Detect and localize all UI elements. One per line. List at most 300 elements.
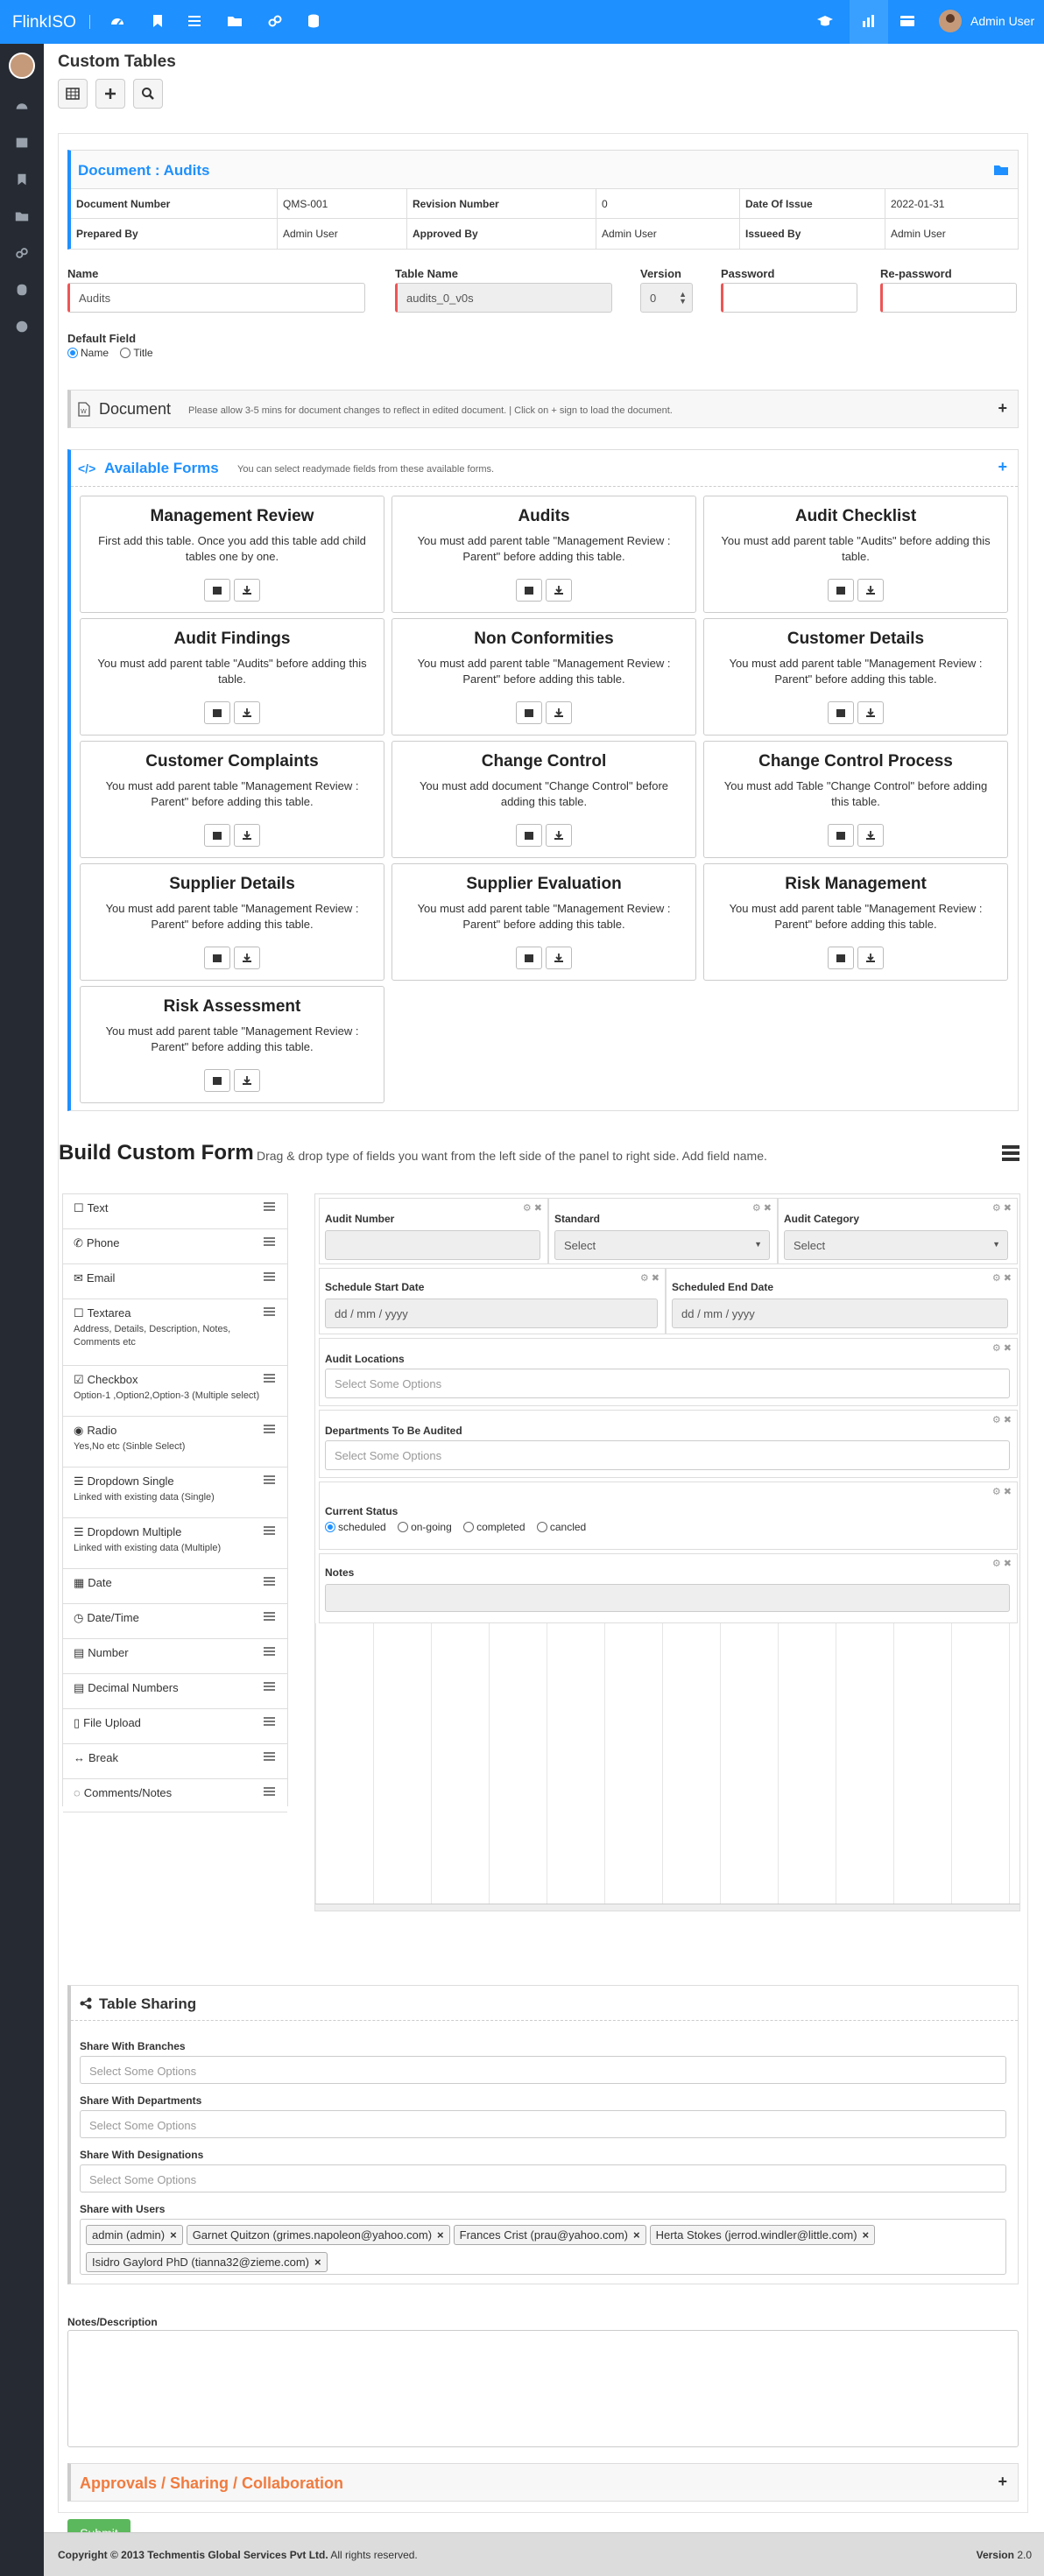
field-type-datetime[interactable] — [63, 1604, 287, 1639]
share-departments-label: Share With Departments — [80, 2094, 202, 2107]
text-icon: ☐ — [74, 1201, 84, 1214]
dropdown-multiple-icon: ☰ — [74, 1525, 84, 1538]
field-controls-icon[interactable]: ⚙ ✖ — [751, 1203, 772, 1214]
view-form-button[interactable] — [516, 947, 542, 969]
form-card-title: Risk Management — [785, 875, 927, 893]
field-type-number[interactable] — [63, 1639, 287, 1674]
status-radio-cancled[interactable] — [537, 1522, 547, 1532]
field-type-label: Email — [86, 1271, 116, 1284]
form-card — [703, 618, 1008, 735]
download-icon — [242, 953, 252, 963]
current-status-options — [325, 1521, 586, 1533]
search-table-button[interactable] — [133, 79, 163, 109]
field-palette — [62, 1193, 288, 1806]
table-sharing-title: Table Sharing — [99, 1995, 197, 2012]
form-card — [392, 863, 696, 981]
approvals-title: Approvals / Sharing / Collaboration — [80, 2474, 344, 2492]
book-icon — [836, 953, 846, 963]
field-type-phone[interactable] — [63, 1229, 287, 1264]
book-icon — [212, 707, 222, 718]
book-icon — [212, 1075, 222, 1086]
notes-field-label: Notes — [325, 1566, 355, 1579]
form-card — [80, 986, 384, 1103]
user-chip[interactable] — [454, 2225, 646, 2245]
download-icon — [865, 585, 876, 595]
repassword-label: Re-password — [880, 267, 952, 280]
standard-select-value: Select — [564, 1239, 596, 1252]
date-of-issue-value: 2022-01-31 — [885, 189, 1019, 219]
download-form-button[interactable] — [857, 701, 884, 724]
field-type-date[interactable] — [63, 1569, 287, 1604]
approved-by-label: Approved By — [413, 228, 478, 240]
graduation-cap-icon[interactable] — [816, 12, 834, 30]
form-card-title: Audits — [518, 507, 570, 525]
view-form-button[interactable] — [204, 701, 230, 724]
build-form-note: Drag & drop type of fields you want from the left side of the panel to right side. Add field name. — [257, 1149, 767, 1163]
main-content — [44, 44, 1044, 2532]
download-icon — [242, 707, 252, 718]
approvals-panel[interactable] — [67, 2463, 1019, 2502]
sidebar-pie-icon[interactable] — [14, 319, 30, 334]
departments-label: Departments To Be Audited — [325, 1425, 462, 1437]
start-date-field[interactable] — [319, 1268, 666, 1334]
field-controls-icon[interactable]: ⚙ ✖ — [991, 1273, 1012, 1284]
field-controls-icon[interactable]: ⚙ ✖ — [991, 1487, 1012, 1497]
datetime-icon: ◷ — [74, 1611, 84, 1624]
view-form-button[interactable] — [516, 579, 542, 602]
form-card-description: You must add parent table "Management Review : Parent" before adding this table. — [729, 902, 983, 931]
field-type-label: Date — [88, 1576, 112, 1589]
notes-description-label: Notes/Description — [67, 2316, 158, 2328]
bookmark-icon[interactable] — [149, 12, 166, 30]
status-ongoing-label: on-going — [411, 1521, 452, 1533]
status-radio-ongoing[interactable] — [398, 1522, 408, 1532]
form-card-description: First add this table. Once you add this table add child tables one by one. — [98, 534, 366, 563]
form-card-actions — [392, 947, 695, 969]
field-controls-icon[interactable]: ⚙ ✖ — [991, 1559, 1012, 1569]
email-icon: ✉ — [74, 1271, 83, 1284]
page-title: Custom Tables — [58, 53, 176, 71]
user-chip-label: Garnet Quitzon (grimes.napoleon@yahoo.com) — [192, 2228, 433, 2242]
issued-by-label: Issueed By — [745, 228, 801, 240]
available-forms-expand-icon[interactable]: + — [998, 458, 1007, 475]
code-icon: </> — [78, 461, 96, 475]
user-chip-label: admin (admin) — [92, 2228, 166, 2242]
audit-locations-field[interactable] — [319, 1338, 1018, 1406]
form-card-actions — [704, 579, 1007, 602]
form-card-title: Audit Checklist — [794, 507, 917, 525]
available-forms-note: You can select readymade fields from these available forms. — [237, 464, 495, 475]
form-card-title: Change Control — [481, 752, 607, 771]
field-type-label: Phone — [86, 1236, 120, 1249]
brand-divider — [89, 15, 90, 29]
available-forms-header — [71, 450, 1018, 487]
form-card — [392, 618, 696, 735]
default-field-label: Default Field — [67, 332, 137, 345]
field-type-hint: Address, Details, Description, Notes, Comments etc — [74, 1324, 231, 1348]
form-card-actions — [704, 701, 1007, 724]
radio-title-label: Title — [133, 347, 153, 359]
book-icon — [836, 830, 846, 841]
download-form-button[interactable] — [546, 824, 572, 847]
add-table-button[interactable] — [95, 79, 125, 109]
field-controls-icon[interactable]: ⚙ ✖ — [991, 1203, 1012, 1214]
remove-chip-icon[interactable]: × — [437, 2228, 444, 2242]
download-form-button[interactable] — [234, 579, 260, 602]
radio-title[interactable] — [120, 348, 130, 358]
document-info-title: Document : Audits — [78, 162, 210, 179]
field-type-label: Dropdown Multiple — [87, 1525, 182, 1538]
view-form-button[interactable] — [828, 824, 854, 847]
share-users-input[interactable] — [80, 2219, 1006, 2275]
version-label: Version — [640, 267, 681, 280]
start-date-label: Schedule Start Date — [325, 1281, 425, 1293]
user-chip[interactable] — [650, 2225, 876, 2245]
radio-name-label: Name — [81, 347, 109, 359]
sidebar-database-icon[interactable] — [14, 282, 30, 298]
drag-handle-icon[interactable] — [264, 1475, 275, 1484]
footer-version: 2.0 — [1017, 2549, 1032, 2561]
download-form-button[interactable] — [857, 947, 884, 969]
audit-locations-input[interactable]: Select Some Options — [325, 1369, 1010, 1398]
share-designations-label: Share With Designations — [80, 2149, 204, 2161]
version-value: 0 — [650, 292, 657, 305]
download-form-button[interactable] — [234, 701, 260, 724]
number-icon: ▤ — [74, 1646, 85, 1659]
notes-field[interactable] — [319, 1553, 1018, 1623]
field-type-label: Dropdown Single — [87, 1475, 174, 1488]
dashboard-icon[interactable] — [109, 12, 126, 30]
form-card-title: Customer Details — [787, 630, 925, 648]
drag-handle-icon[interactable] — [264, 1425, 275, 1433]
drag-handle-icon[interactable] — [264, 1374, 275, 1383]
field-type-label: Date/Time — [87, 1611, 139, 1624]
download-icon — [242, 1075, 252, 1086]
share-branches-label: Share With Branches — [80, 2040, 186, 2052]
audit-category-value: Select — [794, 1239, 826, 1252]
drag-handle-icon[interactable] — [264, 1717, 275, 1726]
audit-number-input[interactable] — [325, 1230, 540, 1260]
form-card-actions — [81, 1069, 384, 1092]
form-card-description: You must add parent table "Management Review : Parent" before adding this table. — [105, 779, 359, 808]
download-form-button[interactable] — [546, 947, 572, 969]
departments-input[interactable]: Select Some Options — [325, 1440, 1010, 1470]
download-form-button[interactable] — [234, 947, 260, 969]
current-status-label: Current Status — [325, 1505, 399, 1517]
footer-rights: All rights reserved. — [328, 2549, 418, 2561]
field-type-label: Number — [88, 1646, 129, 1659]
end-date-field[interactable] — [666, 1268, 1018, 1334]
download-icon — [554, 585, 564, 595]
end-date-input[interactable]: dd / mm / yyyy — [672, 1299, 1008, 1328]
download-form-button[interactable] — [546, 579, 572, 602]
download-icon — [554, 707, 564, 718]
book-icon — [212, 953, 222, 963]
form-canvas[interactable] — [314, 1193, 1020, 1911]
user-chip[interactable] — [86, 2252, 328, 2272]
revision-number-value: 0 — [596, 189, 740, 219]
radio-name[interactable] — [67, 348, 78, 358]
form-card-actions — [81, 824, 384, 847]
view-form-button[interactable] — [828, 579, 854, 602]
form-card-title: Change Control Process — [758, 752, 953, 771]
form-card-description: You must add Table "Change Control" before adding this table. — [723, 779, 988, 808]
remove-chip-icon[interactable]: × — [633, 2228, 640, 2242]
table-name-input[interactable]: audits_0_v0s — [395, 283, 612, 313]
dropdown-caret-icon: ▼ — [754, 1240, 762, 1249]
field-type-hint: Option-1 ,Option2,Option-3 (Multiple select) — [74, 1390, 260, 1401]
canvas-bottom-bar — [315, 1904, 1019, 1911]
current-status-field[interactable] — [319, 1482, 1018, 1550]
sidebar-table-icon[interactable] — [14, 135, 30, 151]
standard-field[interactable] — [548, 1198, 778, 1264]
form-card-actions — [392, 701, 695, 724]
view-form-button[interactable] — [204, 579, 230, 602]
audit-category-select[interactable] — [784, 1230, 1008, 1260]
brand-logo[interactable]: FlinkISO — [12, 13, 76, 32]
field-type-dropdown-single[interactable] — [63, 1467, 287, 1518]
break-icon: ↔ — [74, 1751, 85, 1764]
audit-category-field[interactable] — [778, 1198, 1018, 1264]
download-form-button[interactable] — [857, 579, 884, 602]
remove-chip-icon[interactable]: × — [862, 2228, 870, 2242]
view-form-button[interactable] — [204, 1069, 230, 1092]
drag-handle-icon[interactable] — [264, 1647, 275, 1656]
name-label: Name — [67, 267, 99, 280]
prepared-by-label: Prepared By — [76, 228, 138, 240]
book-icon — [836, 707, 846, 718]
default-field-options — [67, 347, 153, 359]
field-controls-icon[interactable]: ⚙ ✖ — [639, 1273, 660, 1284]
view-form-button[interactable] — [516, 824, 542, 847]
document-panel[interactable] — [67, 390, 1019, 428]
view-form-button[interactable] — [204, 824, 230, 847]
user-avatar[interactable] — [939, 10, 962, 32]
form-layout-icon[interactable] — [1001, 1144, 1020, 1162]
repassword-input[interactable] — [880, 283, 1017, 313]
share-icon — [80, 1997, 92, 2009]
form-container — [58, 133, 1028, 2513]
share-departments-input[interactable]: Select Some Options — [80, 2110, 1006, 2138]
book-icon — [212, 585, 222, 595]
password-label: Password — [721, 267, 775, 280]
folder-open-icon[interactable] — [993, 163, 1009, 177]
form-card-description: You must add parent table "Management Review : Parent" before adding this table. — [417, 534, 671, 563]
password-input[interactable] — [721, 283, 857, 313]
form-card-description: You must add parent table "Management Review : Parent" before adding this table. — [105, 1024, 359, 1053]
word-file-icon — [78, 402, 90, 417]
field-type-label: Decimal Numbers — [88, 1681, 179, 1694]
view-form-button[interactable] — [204, 947, 230, 969]
table-sharing-panel — [67, 1985, 1019, 2284]
user-chip-label: Isidro Gaylord PhD (tianna32@zieme.com) — [92, 2256, 310, 2269]
drag-handle-icon[interactable] — [264, 1272, 275, 1281]
standard-select[interactable] — [554, 1230, 770, 1260]
field-type-break[interactable] — [63, 1744, 287, 1779]
approvals-expand-icon[interactable]: + — [998, 2473, 1007, 2490]
field-type-file-upload[interactable] — [63, 1709, 287, 1744]
form-card-description: You must add document "Change Control" before adding this table. — [419, 779, 669, 808]
version-spinner-icon[interactable]: ▲ ▼ — [679, 290, 687, 306]
field-type-label: Break — [88, 1751, 118, 1764]
drag-handle-icon[interactable] — [264, 1307, 275, 1316]
field-type-hint: Linked with existing data (Single) — [74, 1492, 215, 1503]
drag-handle-icon[interactable] — [264, 1526, 275, 1535]
book-icon — [524, 585, 534, 595]
field-type-hint: Yes,No etc (Sinble Select) — [74, 1441, 186, 1452]
audit-locations-label: Audit Locations — [325, 1353, 405, 1365]
plus-icon — [103, 87, 117, 101]
audit-number-label: Audit Number — [325, 1213, 395, 1225]
download-form-button[interactable] — [234, 824, 260, 847]
standard-label: Standard — [554, 1213, 601, 1225]
user-name[interactable]: Admin User — [970, 14, 1035, 28]
svg-text:W: W — [81, 408, 87, 415]
revision-number-label: Revision Number — [413, 198, 499, 210]
book-icon — [836, 585, 846, 595]
status-scheduled-label: scheduled — [338, 1521, 386, 1533]
field-controls-icon[interactable]: ⚙ ✖ — [991, 1415, 1012, 1425]
download-icon — [554, 953, 564, 963]
approved-by-value: Admin User — [596, 219, 740, 249]
field-type-label: Comments/Notes — [83, 1786, 173, 1799]
form-card-description: You must add parent table "Management Review : Parent" before adding this table. — [417, 902, 671, 931]
notes-description-textarea[interactable] — [67, 2330, 1019, 2447]
date-icon: ▦ — [74, 1576, 85, 1589]
user-chip[interactable] — [86, 2225, 183, 2245]
table-name-label: Table Name — [395, 267, 459, 280]
view-form-button[interactable] — [828, 947, 854, 969]
download-form-button[interactable] — [234, 1069, 260, 1092]
footer — [44, 2532, 1044, 2576]
textarea-icon: ☐ — [74, 1306, 84, 1320]
status-radio-scheduled[interactable] — [325, 1522, 335, 1532]
notes-field-textarea[interactable] — [325, 1584, 1010, 1612]
footer-version-label: Version — [976, 2549, 1014, 2561]
field-type-email[interactable] — [63, 1264, 287, 1299]
field-type-textarea[interactable] — [63, 1299, 287, 1366]
sidebar-folder-icon[interactable] — [14, 208, 30, 224]
book-icon — [524, 707, 534, 718]
checkbox-icon: ☑ — [74, 1373, 84, 1386]
document-expand-icon[interactable]: + — [998, 399, 1007, 417]
name-input[interactable]: Audits — [67, 283, 365, 313]
document-panel-note: Please allow 3-5 mins for document changes to reflect in edited document. | Click on + sign to load the document. — [188, 405, 673, 416]
field-type-checkbox[interactable] — [63, 1366, 287, 1417]
link-icon[interactable] — [266, 12, 284, 30]
form-card-description: You must add parent table "Management Review : Parent" before adding this table. — [729, 657, 983, 686]
sidebar-avatar[interactable] — [9, 53, 35, 79]
form-card-title: Supplier Evaluation — [466, 875, 622, 893]
drag-handle-icon[interactable] — [264, 1202, 275, 1211]
canvas-grid — [315, 1623, 1019, 1904]
drag-handle-icon[interactable] — [264, 1612, 275, 1621]
book-icon — [524, 830, 534, 841]
bar-chart-icon[interactable] — [860, 12, 878, 30]
drag-handle-icon[interactable] — [264, 1787, 275, 1796]
dropdown-caret-icon: ▼ — [992, 1240, 1000, 1249]
form-card — [703, 496, 1008, 613]
field-controls-icon[interactable]: ⚙ ✖ — [991, 1343, 1012, 1354]
available-forms-panel — [67, 449, 1019, 1111]
field-type-text[interactable] — [63, 1194, 287, 1229]
credit-card-icon[interactable] — [899, 12, 916, 30]
download-icon — [242, 585, 252, 595]
table-view-button[interactable] — [58, 79, 88, 109]
sidebar-dashboard-icon[interactable] — [14, 98, 30, 114]
form-card-actions — [392, 579, 695, 602]
sidebar-link-icon[interactable] — [14, 245, 30, 261]
document-info-header — [71, 151, 1018, 189]
form-card-title: Non Conformities — [474, 630, 614, 648]
field-type-comments[interactable] — [63, 1779, 287, 1812]
phone-icon: ✆ — [74, 1236, 83, 1249]
download-icon — [554, 830, 564, 841]
field-type-radio[interactable] — [63, 1417, 287, 1467]
download-form-button[interactable] — [546, 701, 572, 724]
form-card-title: Customer Complaints — [145, 752, 319, 771]
form-card-title: Risk Assessment — [163, 997, 301, 1016]
form-card — [392, 496, 696, 613]
date-of-issue-label: Date Of Issue — [745, 198, 813, 210]
issued-by-value: Admin User — [891, 228, 946, 240]
database-icon[interactable] — [305, 12, 322, 30]
field-type-dropdown-multiple[interactable] — [63, 1518, 287, 1569]
list-icon[interactable] — [186, 12, 203, 30]
form-card — [703, 863, 1008, 981]
drag-handle-icon[interactable] — [264, 1682, 275, 1691]
view-form-button[interactable] — [828, 701, 854, 724]
table-icon — [66, 87, 80, 101]
status-radio-completed[interactable] — [463, 1522, 474, 1532]
form-card-actions — [704, 824, 1007, 847]
departments-field[interactable] — [319, 1410, 1018, 1478]
download-form-button[interactable] — [857, 824, 884, 847]
field-type-decimal[interactable] — [63, 1674, 287, 1709]
drag-handle-icon[interactable] — [264, 1237, 275, 1246]
drag-handle-icon[interactable] — [264, 1577, 275, 1586]
audit-category-label: Audit Category — [784, 1213, 860, 1225]
share-designations-input[interactable]: Select Some Options — [80, 2164, 1006, 2192]
end-date-label: Scheduled End Date — [672, 1281, 774, 1293]
footer-copyright-line — [58, 2549, 418, 2561]
view-form-button[interactable] — [516, 701, 542, 724]
share-users-label: Share with Users — [80, 2203, 166, 2215]
field-type-label: Radio — [87, 1424, 117, 1437]
field-controls-icon[interactable]: ⚙ ✖ — [522, 1203, 542, 1214]
user-chip[interactable] — [187, 2225, 450, 2245]
version-input[interactable] — [640, 283, 693, 313]
dropdown-single-icon: ☰ — [74, 1475, 84, 1488]
field-type-label: Checkbox — [87, 1373, 138, 1386]
document-info-panel — [67, 150, 1019, 250]
top-navbar — [0, 0, 1044, 44]
audit-number-field[interactable] — [319, 1198, 548, 1264]
remove-chip-icon[interactable]: × — [314, 2256, 321, 2269]
field-type-hint: Linked with existing data (Multiple) — [74, 1543, 222, 1553]
form-card-description: You must add parent table "Audits" before adding this table. — [97, 657, 367, 686]
book-icon — [524, 953, 534, 963]
form-card — [80, 618, 384, 735]
start-date-input[interactable]: dd / mm / yyyy — [325, 1299, 658, 1328]
remove-chip-icon[interactable]: × — [170, 2228, 177, 2242]
folder-open-icon[interactable] — [226, 12, 243, 30]
form-card-title: Management Review — [150, 507, 314, 525]
sidebar-bookmark-icon[interactable] — [14, 172, 30, 187]
field-type-label: Text — [87, 1201, 109, 1214]
share-branches-input[interactable]: Select Some Options — [80, 2056, 1006, 2084]
drag-handle-icon[interactable] — [264, 1752, 275, 1761]
